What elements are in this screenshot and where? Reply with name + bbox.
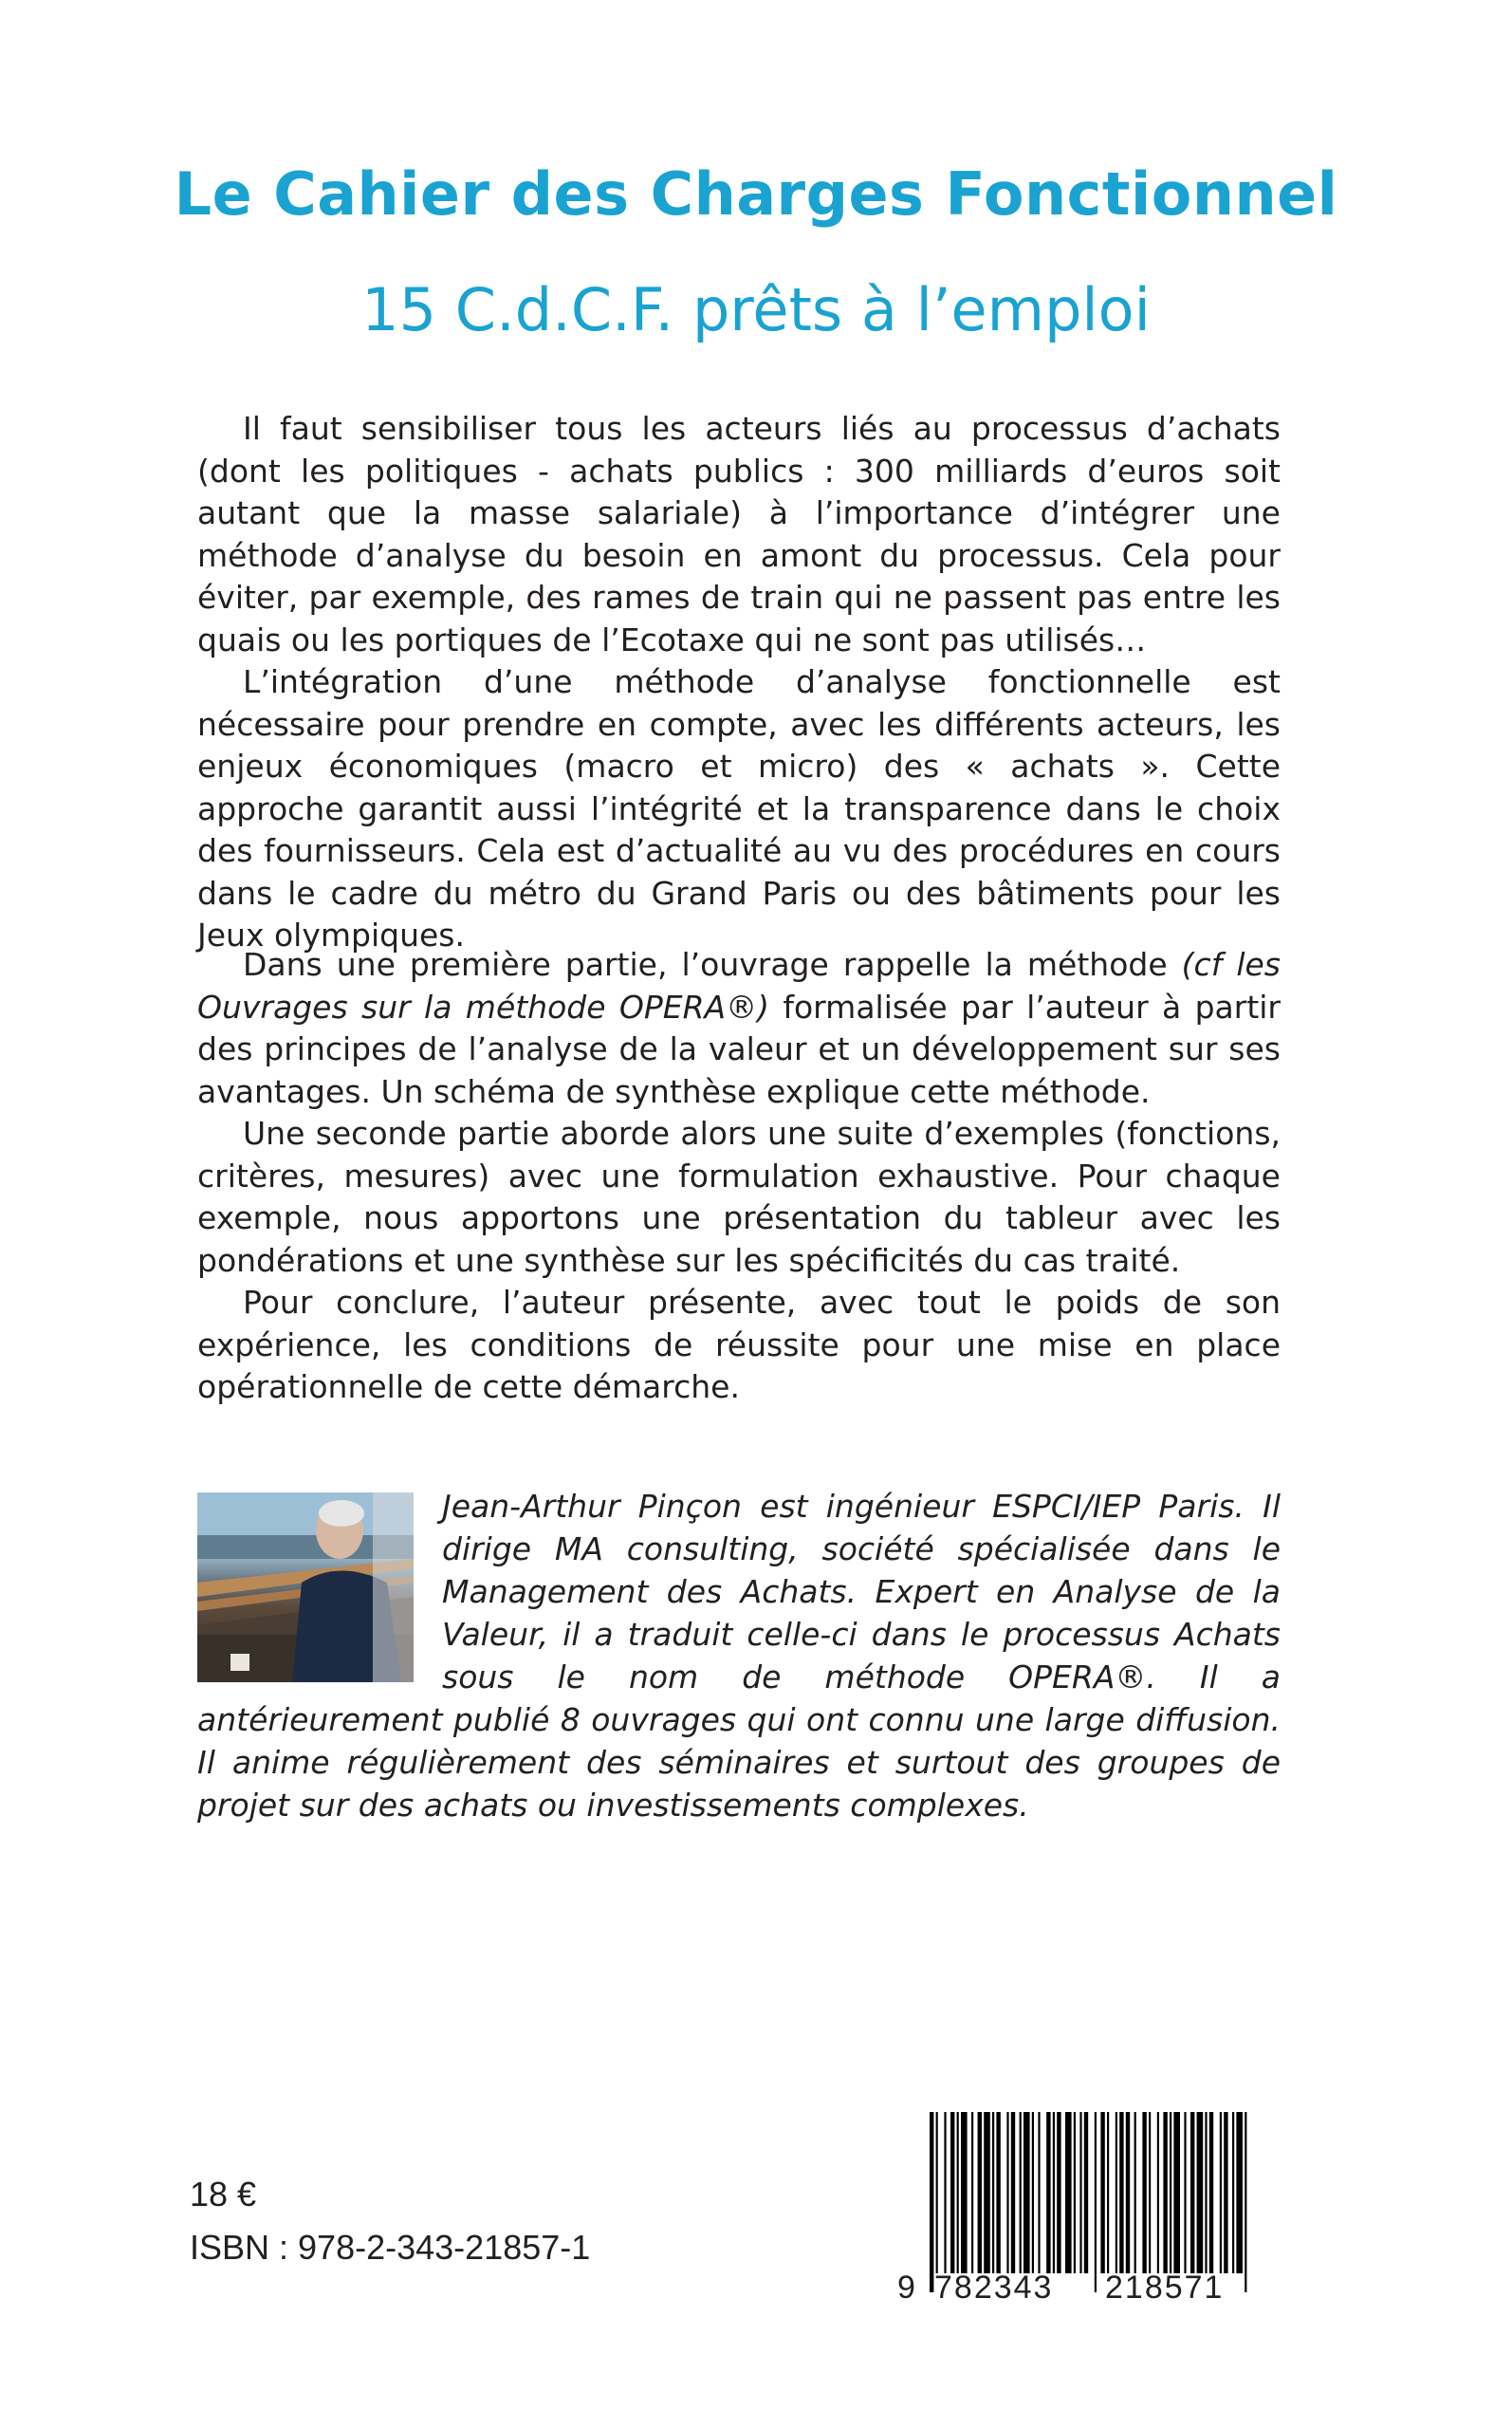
paragraph-4: Une seconde partie aborde alors une suite d’exemples (fonctions, critères, mesures) avec une formulation exhaustive. Pour chaque exemple, nous apportons une présentation du tableur avec les pondérations et une synthèse sur les spécificités du cas traité.	[197, 1115, 1281, 1279]
paragraph-2: L’intégration d’une méthode d’analyse fonctionnelle est nécessaire pour prendre en compte, avec les différents acteurs, les enjeux économiques (macro et micro) des « achats ». Cette approche garantit aussi l’intégrité et la transparence dans le choix des fournisseurs. Cela est d’actualité au vu des procédures en cours dans le cadre du métro du Grand Paris ou des bâtiments pour les Jeux olympiques.	[197, 663, 1281, 954]
barcode-bar	[1046, 2112, 1050, 2273]
barcode-bar	[1232, 2112, 1234, 2273]
barcode-bar	[1023, 2112, 1030, 2273]
barcode-bar	[1053, 2112, 1055, 2273]
barcode-bar	[1100, 2112, 1104, 2273]
barcode-bar	[992, 2112, 994, 2273]
paragraph-1: Il faut sensibiliser tous les acteurs liés au processus d’achats (dont les politiques - achats publics : 300 milliards d’euros soit autant que la masse salariale) à l’importance d’intégrer une méthode d’analyse du besoin en amont du processus. Cela pour éviter, par exemple, des rames de train qui ne passent pas entre les quais ou les portiques de l’Ecotaxe qui ne sont pas utilisés…	[197, 410, 1281, 658]
book-title: Le Cahier des Charges Fonctionnel	[174, 159, 1338, 229]
barcode-bar	[1163, 2112, 1167, 2273]
barcode-bar	[1205, 2112, 1207, 2273]
barcode-bar	[1079, 2112, 1081, 2273]
barcode-bar	[1057, 2112, 1060, 2273]
paragraph-3-italic: (cf les Ouvrages sur la méthode OPERA®)	[197, 946, 1281, 1026]
barcode-bar	[1006, 2112, 1008, 2273]
barcode-bar	[1038, 2112, 1040, 2273]
barcode-bar	[961, 2112, 968, 2273]
author-bio: Jean-Arthur Pinçon est ingénieur ESPCI/IEP Paris. Il dirige MA consulting, société spécialisée dans le Management des Achats. Expert en Analyse de la Valeur, il a traduit celle-ci dans le processus Achats sous le nom de méthode OPERA®. Il a antérieurement publié 8 ouvrages qui ont connu une large diffusion. Il anime régulièrement des séminaires et surtout des groupes de projet sur des achats ou investissements complexes.	[197, 1488, 1281, 1824]
description-block-1	[197, 408, 1281, 957]
barcode-bar	[930, 2112, 933, 2292]
barcode-bar	[1236, 2112, 1243, 2273]
paragraph-3-end: formalisée par l’auteur à partir des principes de l’analyse de la valeur et un développement sur ses avantages. Un schéma de synthèse explique cette méthode.	[197, 988, 1282, 1110]
barcode-bar	[1095, 2112, 1097, 2292]
barcode-bar	[1126, 2112, 1130, 2273]
barcode-bar	[984, 2112, 990, 2273]
paragraph-5: Pour conclure, l’auteur présente, avec tout le poids de son expérience, les conditions de réussite pour une mise en place opérationnelle de cette démarche.	[197, 1284, 1281, 1405]
barcode-left-digits: 782343	[934, 2270, 1054, 2306]
barcode-bar	[1084, 2112, 1088, 2273]
barcode-bar	[950, 2112, 954, 2273]
barcode-bar	[1170, 2112, 1171, 2273]
barcode-bar	[1245, 2112, 1246, 2292]
barcode-bar	[1157, 2112, 1159, 2273]
barcode-bar	[1134, 2112, 1136, 2273]
barcode-bar	[1220, 2112, 1222, 2273]
price: 18 €	[190, 2175, 257, 2214]
barcode-bar	[971, 2112, 973, 2273]
paragraph-3	[197, 944, 1281, 1113]
barcode-bar	[1224, 2112, 1227, 2273]
paragraph-3-start: Dans une première partie, l’ouvrage rappelle la méthode	[243, 946, 1182, 983]
barcode-bar	[944, 2112, 946, 2273]
barcode-bar	[1011, 2112, 1015, 2273]
author-photo	[197, 1492, 414, 1682]
barcode-bar	[1116, 2112, 1117, 2273]
barcode-bar	[1032, 2112, 1034, 2273]
barcode-bar	[1149, 2112, 1151, 2273]
barcode-bar	[1197, 2112, 1204, 2273]
barcode-bar	[1173, 2112, 1180, 2273]
barcode-first-digit: 9	[897, 2270, 917, 2306]
barcode-bar	[1107, 2112, 1109, 2273]
book-subtitle: 15 C.d.C.F. prêts à l’emploi	[361, 275, 1151, 344]
barcode-bar	[957, 2112, 959, 2273]
barcode-bar	[1065, 2112, 1072, 2273]
barcode-bar	[936, 2112, 938, 2273]
barcode-bar	[1142, 2112, 1146, 2273]
description-block-2	[197, 944, 1281, 1409]
barcode-bar	[1020, 2112, 1022, 2273]
isbn: ISBN : 978-2-343-21857-1	[190, 2228, 591, 2267]
barcode-bar	[1119, 2112, 1123, 2273]
barcode-bar	[1074, 2112, 1076, 2273]
barcode-bar	[978, 2112, 982, 2273]
barcode-bar	[1209, 2112, 1213, 2273]
barcode-right-digits: 218571	[1105, 2270, 1225, 2306]
author-section	[197, 1485, 1281, 1826]
barcode-bar	[1184, 2112, 1186, 2273]
barcode-bar	[1190, 2112, 1194, 2273]
barcode-bar	[996, 2112, 1000, 2273]
